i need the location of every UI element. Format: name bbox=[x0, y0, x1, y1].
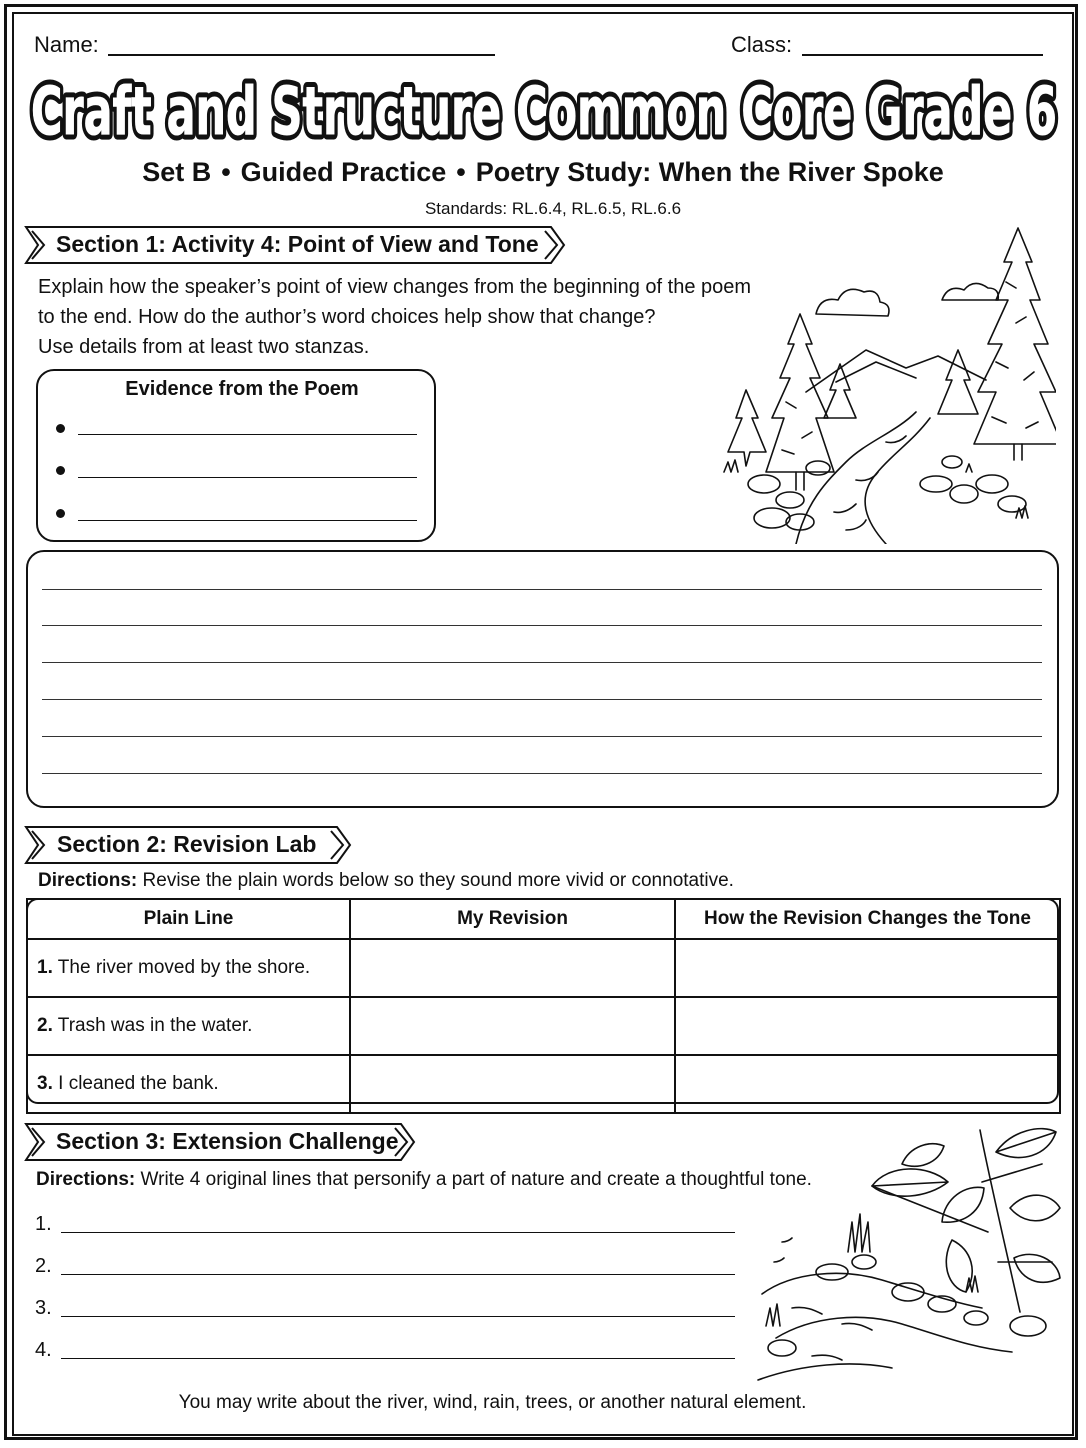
prompt-line: Use details from at least two stanzas. bbox=[38, 336, 370, 358]
writing-line-3[interactable] bbox=[61, 1316, 735, 1317]
section3-banner bbox=[24, 1121, 416, 1163]
section3-heading: Section 3: Extension Challenge bbox=[56, 1128, 399, 1154]
plain-line-cell bbox=[27, 997, 350, 1055]
line-number: 1. bbox=[35, 1213, 52, 1235]
answer-line[interactable] bbox=[42, 773, 1042, 774]
plain-line-cell bbox=[27, 1055, 350, 1113]
plain-line-text: I cleaned the bank. bbox=[52, 1073, 219, 1094]
stream-leaves-illustration bbox=[752, 1112, 1064, 1382]
subtitle-poem: Poetry Study: When the River Spoke bbox=[475, 157, 944, 187]
line-number: 4. bbox=[35, 1339, 52, 1361]
revision-cell[interactable] bbox=[350, 997, 675, 1055]
subtitle bbox=[0, 157, 1086, 188]
section3-directions bbox=[36, 1169, 812, 1191]
bullet-icon bbox=[56, 509, 65, 518]
section2-banner bbox=[24, 824, 352, 866]
directions-text: Write 4 original lines that personify a part of nature and create a thoughtful tone. bbox=[135, 1169, 812, 1190]
section2-directions bbox=[38, 870, 734, 892]
writing-line-4[interactable] bbox=[61, 1358, 735, 1359]
tone-change-cell[interactable] bbox=[675, 939, 1060, 997]
evidence-line-3[interactable] bbox=[78, 520, 417, 521]
class-field[interactable] bbox=[802, 54, 1043, 56]
worksheet-title-fill: Craft and Structure Common Core Grade 6 bbox=[31, 73, 1057, 150]
name-label: Name: bbox=[34, 32, 99, 57]
column-header-my-revision: My Revision bbox=[350, 899, 675, 939]
section1-heading: Section 1: Activity 4: Point of View and Tone bbox=[56, 231, 539, 257]
row-number: 2. bbox=[37, 1015, 53, 1036]
class-label: Class: bbox=[731, 32, 793, 57]
prompt-line: to the end. How do the author’s word choices help show that change? bbox=[38, 306, 656, 328]
standards-line: Standards: RL.6.4, RL.6.5, RL.6.6 bbox=[424, 199, 682, 218]
worksheet-title-text: Craft and Structure Common Core Grade 6 bbox=[31, 73, 1057, 150]
writing-line-2[interactable] bbox=[61, 1274, 735, 1275]
plain-line-text: Trash was in the water. bbox=[52, 1015, 253, 1036]
directions-label: Directions: bbox=[36, 1169, 136, 1190]
revision-cell[interactable] bbox=[350, 1055, 675, 1113]
plain-line-cell bbox=[27, 939, 350, 997]
subtitle-practice: Guided Practice bbox=[240, 157, 447, 187]
answer-line[interactable] bbox=[42, 699, 1042, 700]
answer-line[interactable] bbox=[42, 589, 1042, 590]
subtitle-set: Set B bbox=[142, 157, 212, 187]
answer-line[interactable] bbox=[42, 662, 1042, 663]
table-row bbox=[27, 1055, 1060, 1113]
footer-note: You may write about the river, wind, rain, trees, or another natural element. bbox=[178, 1392, 807, 1413]
evidence-line-1[interactable] bbox=[78, 434, 417, 435]
prompt-line: Explain how the speaker’s point of view changes from the beginning of the poem bbox=[38, 276, 752, 298]
section1-banner bbox=[24, 224, 566, 266]
table-header-row bbox=[27, 899, 1060, 939]
evidence-title: Evidence from the Poem bbox=[125, 378, 359, 400]
directions-text: Revise the plain words below so they sound more vivid or connotative. bbox=[137, 870, 734, 891]
line-number: 2. bbox=[35, 1255, 52, 1277]
tone-change-cell[interactable] bbox=[675, 997, 1060, 1055]
revision-table bbox=[26, 898, 1061, 1114]
river-forest-illustration bbox=[716, 222, 1056, 544]
bullet-icon bbox=[56, 466, 65, 475]
plain-line-text: The river moved by the shore. bbox=[52, 957, 311, 978]
table-row bbox=[27, 997, 1060, 1055]
evidence-line-2[interactable] bbox=[78, 477, 417, 478]
column-header-plain-line: Plain Line bbox=[27, 899, 350, 939]
answer-line[interactable] bbox=[42, 625, 1042, 626]
section2-heading: Section 2: Revision Lab bbox=[57, 831, 317, 857]
column-header-tone-change: How the Revision Changes the Tone bbox=[675, 899, 1060, 939]
name-field[interactable] bbox=[108, 54, 495, 56]
section1-prompt bbox=[38, 272, 818, 362]
row-number: 1. bbox=[37, 957, 53, 978]
answer-line[interactable] bbox=[42, 736, 1042, 737]
subtitle-separator: • bbox=[221, 157, 231, 187]
row-number: 3. bbox=[37, 1073, 53, 1094]
worksheet-title bbox=[26, 66, 1062, 162]
table-row bbox=[27, 939, 1060, 997]
line-number: 3. bbox=[35, 1297, 52, 1319]
bullet-icon bbox=[56, 424, 65, 433]
writing-line-1[interactable] bbox=[61, 1232, 735, 1233]
revision-cell[interactable] bbox=[350, 939, 675, 997]
directions-label: Directions: bbox=[38, 870, 138, 891]
subtitle-separator: • bbox=[456, 157, 466, 187]
tone-change-cell[interactable] bbox=[675, 1055, 1060, 1113]
